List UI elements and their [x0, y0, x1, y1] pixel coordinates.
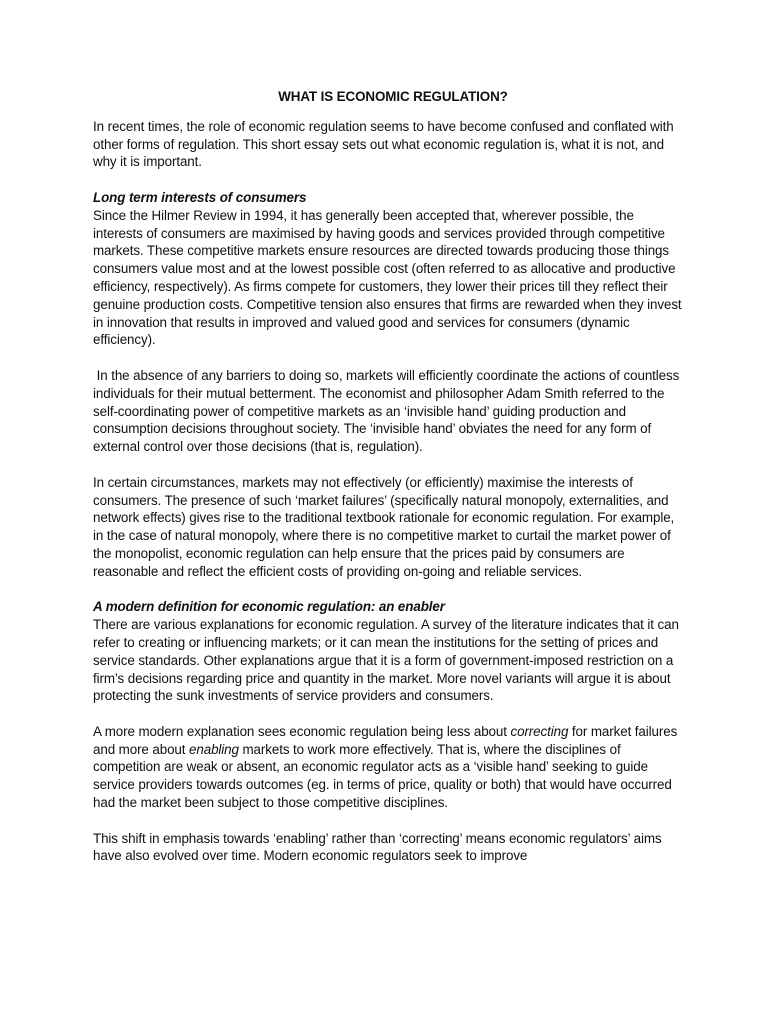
section-heading-modern-definition: A modern definition for economic regulation: an enabler: [93, 599, 445, 615]
modern-explanation-text-c: markets to work more effectively. That is, where the disciplines of competition are weak or absent, an economic regulator acts as a ‘visible hand’ seeking to guide service providers towards outcomes (eg. in terms of price, quality or both) that would have occurred had the market been subject to those competitive disciplines.: [93, 741, 672, 811]
section-heading-consumers: Long term interests of consumers: [93, 189, 307, 205]
paragraph-modern-explanation: [93, 723, 683, 812]
paragraph-market-failures: In certain circumstances, markets may not effectively (or efficiently) maximise the interests of consumers. The presence of such ‘market failures’ (specifically natural monopoly, externalities, and network effects) gives rise to the traditional textbook rationale for economic regulation. For example, in the case of natural monopoly, where there is no competitive market to curtail the market power of the monopolist, economic regulation can help ensure that the prices paid by consumers are reasonable and reflect the efficient costs of providing on-going and reliable services.: [93, 474, 675, 579]
emphasis-correcting: correcting: [510, 723, 569, 739]
emphasis-enabling: enabling: [189, 741, 239, 757]
paragraph-hilmer-review: Since the Hilmer Review in 1994, it has generally been accepted that, wherever possible, the interests of consumers are maximised by having goods and services provided through competitive markets. These competitive markets ensure resources are directed towards producing those things consumers value most and at the lowest possible cost (often referred to as allocative and productive efficiency, respectively). As firms compete for customers, they lower their prices till they reflect their genuine production costs. Competitive tension also ensures that firms are rewarded when they invest in innovation that results in improved and valued good and services for consumers (dynamic efficiency).: [93, 207, 682, 348]
intro-paragraph: In recent times, the role of economic regulation seems to have become confused and conflated with other forms of regulation. This short essay sets out what economic regulation is, what it is not, and why it is important.: [93, 118, 674, 170]
document-body: [93, 88, 683, 883]
modern-explanation-text-a: A more modern explanation sees economic regulation being less about: [93, 723, 511, 739]
paragraph-explanations: There are various explanations for economic regulation. A survey of the literature indicates that it can refer to creating or influencing markets; or it can mean the institutions for the setting of prices and service standards. Other explanations argue that it is a form of government-imposed restriction on a firm’s decisions regarding price and quantity in the market. More novel variants will argue it is about protecting the sunk investments of service providers and consumers.: [93, 617, 679, 704]
paragraph-shift-in-emphasis: This shift in emphasis towards ‘enabling’ rather than ‘correcting’ means economic regulators’ aims have also evolved over time. Modern economic regulators seek to improve: [93, 830, 662, 864]
paragraph-invisible-hand: In the absence of any barriers to doing so, markets will efficiently coordinate the actions of countless individuals for their mutual betterment. The economist and philosopher Adam Smith referred to the self-coordinating power of competitive markets as an ‘invisible hand’ guiding production and consumption decisions throughout society. The ‘invisible hand’ obviates the need for any form of external control over those decisions (that is, regulation).: [93, 367, 683, 455]
document-title: WHAT IS ECONOMIC REGULATION?: [278, 89, 508, 104]
modern-explanation-text-b: for market failures and more about: [93, 723, 678, 757]
